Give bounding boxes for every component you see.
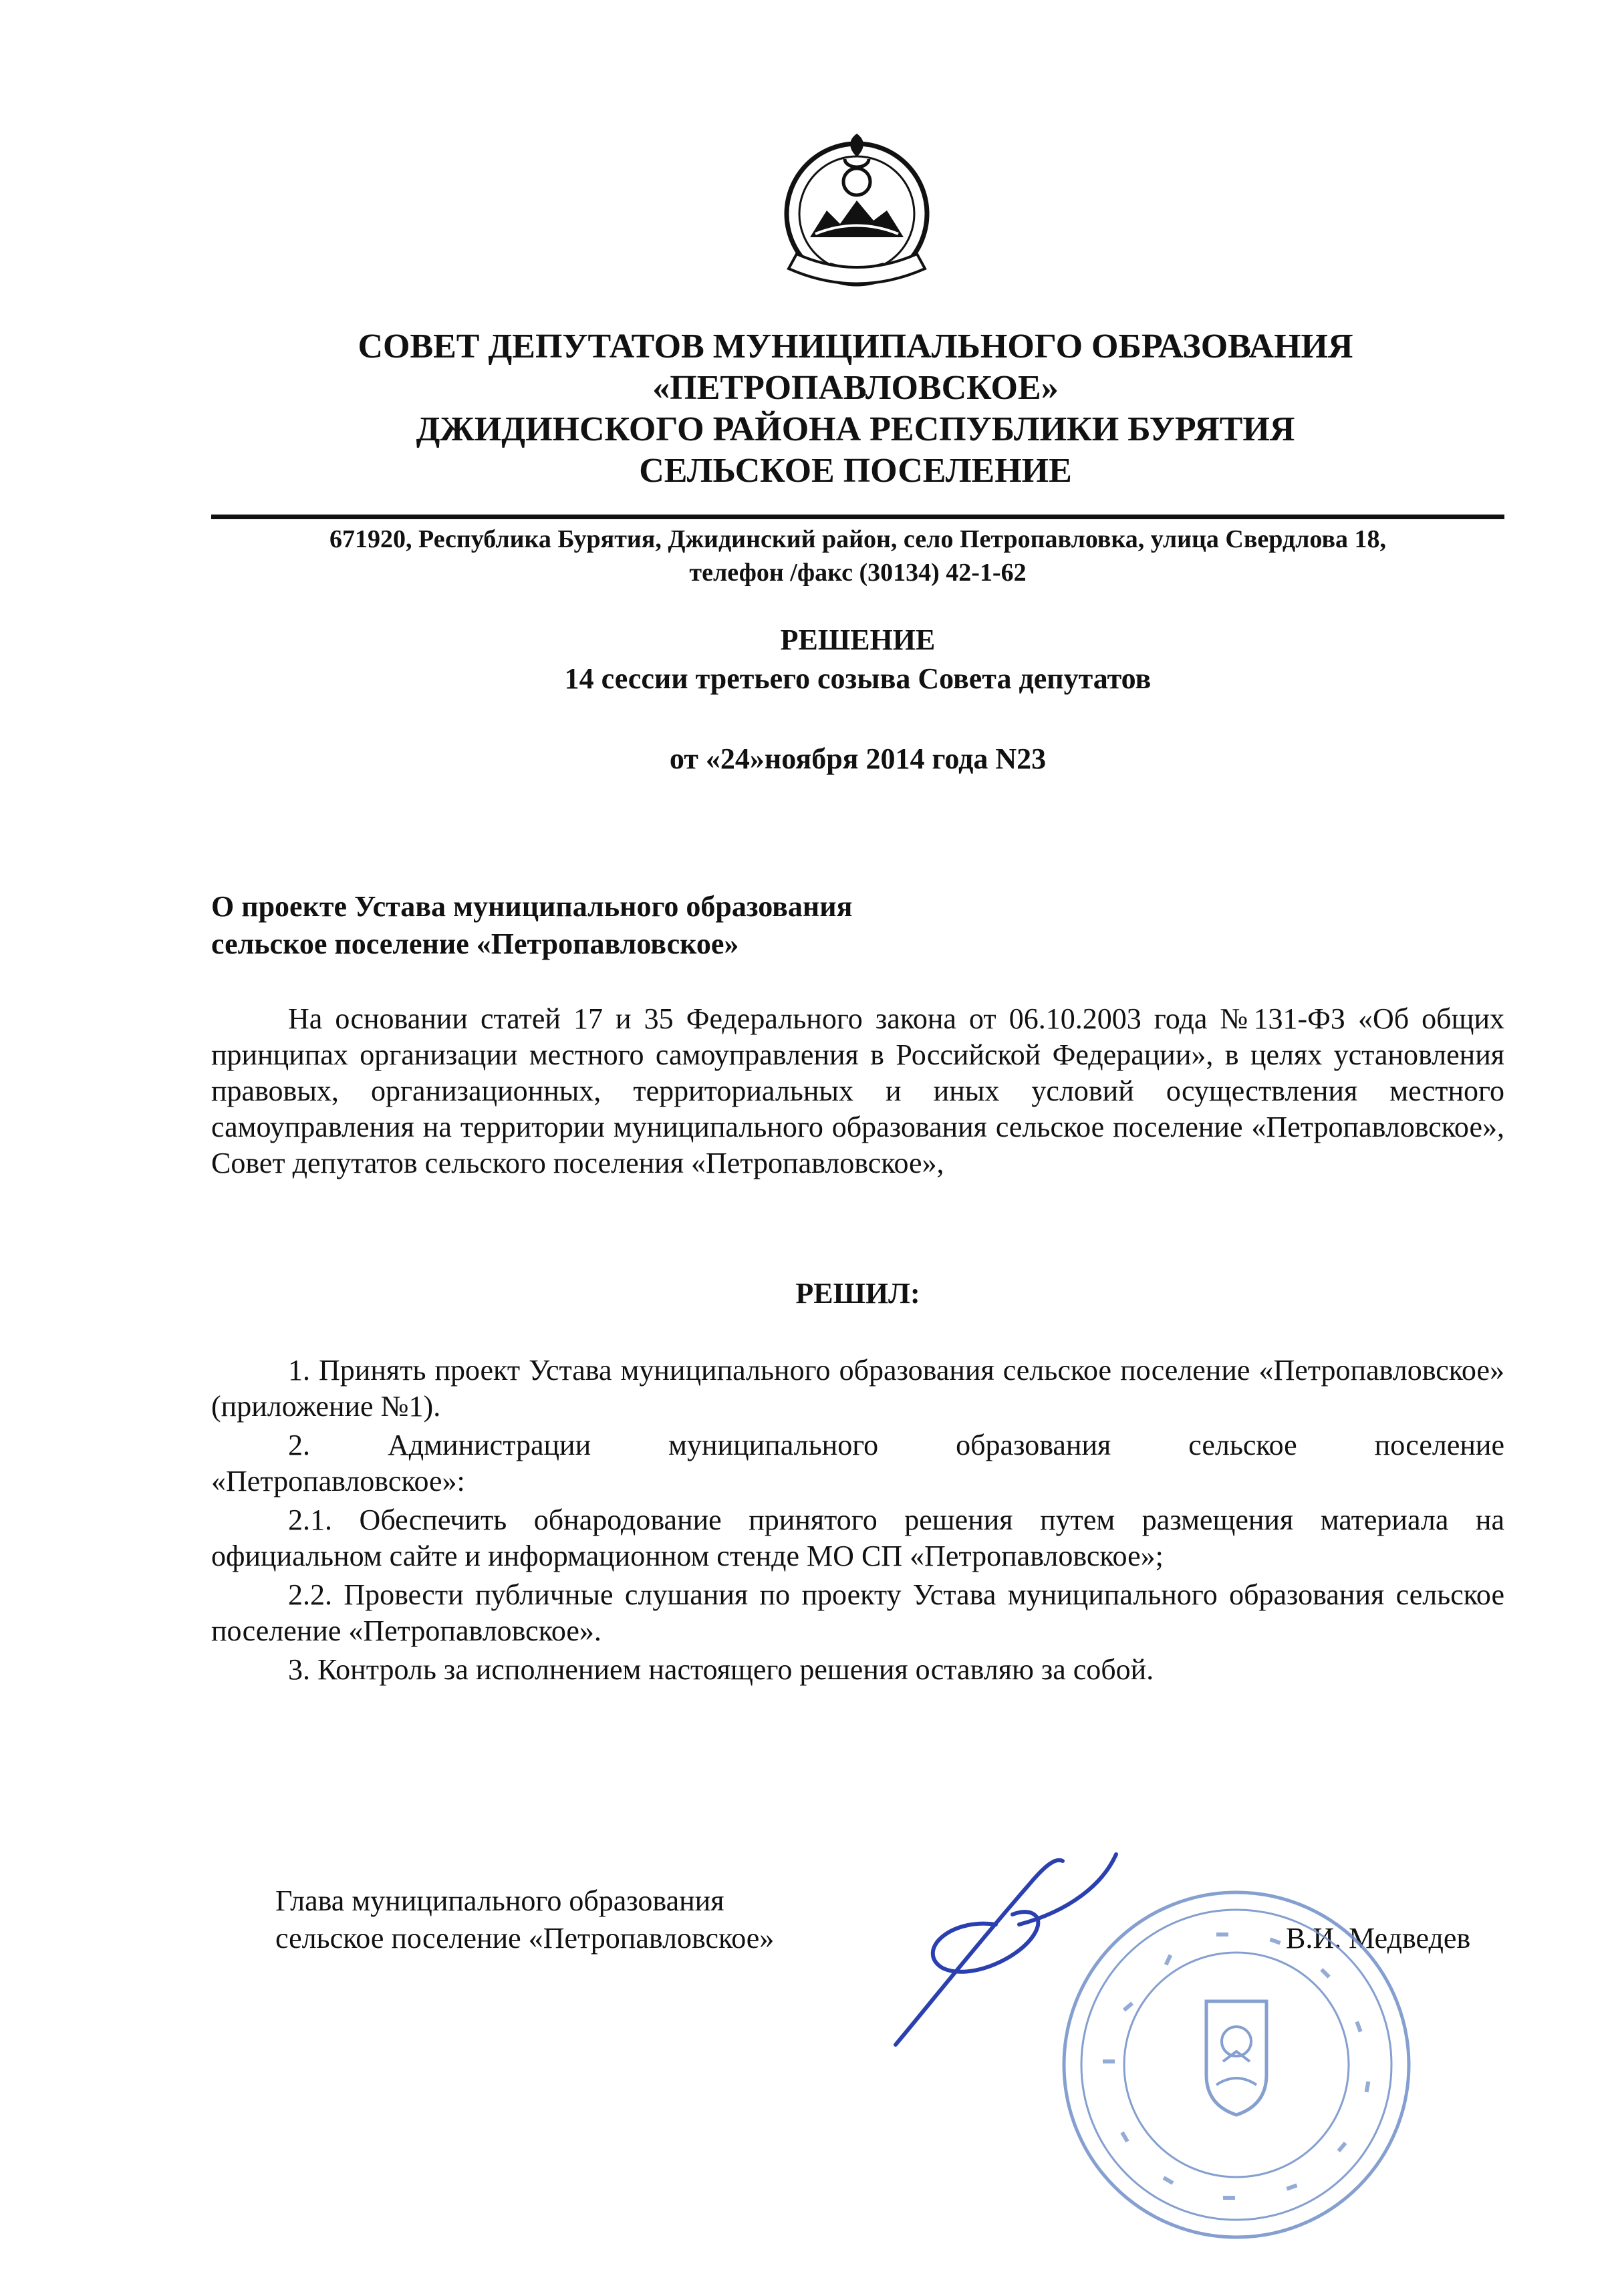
address-line-2: телефон /факс (30134) 42-1-62	[689, 559, 1027, 587]
handwritten-signature	[869, 1844, 1123, 2065]
address-line-1: 671920, Республика Бурятия, Джидинский район, село Петропавловка, улица Свердлова 18,	[329, 525, 1387, 553]
document-date: от «24»ноября 2014 года N23	[669, 742, 1047, 775]
resolved-heading: РЕШИЛ:	[795, 1277, 920, 1310]
preamble-paragraph: На основании статей 17 и 35 Федерального закона от 06.10.2003 года №131-ФЗ «Об общих принципах организации местного самоуправления в Российской Федерации», в целях установления правовых, организационных, территориальных и иных условий осуществления местного самоуправления на территории муниципального образования сельское поселение «Петропавловское», Совет депутатов сельского поселения «Петропавловское»,	[211, 1002, 1504, 1179]
decision-item: 2.1. Обеспечить обнародование принятого решения путем размещения материала на официальном сайте и информационном стенде МО СП «Петропавловское»;	[211, 1503, 1504, 1572]
signer-name: В.И. Медведев	[1286, 1922, 1471, 1955]
org-name-line-3: ДЖИДИНСКОГО РАЙОНА РЕСПУБЛИКИ БУРЯТИЯ	[416, 410, 1295, 448]
org-name-line-4: СЕЛЬСКОЕ ПОСЕЛЕНИЕ	[639, 452, 1072, 490]
subject-line-1: О проекте Устава муниципального образования	[211, 890, 853, 923]
decision-item: 2.2. Провести публичные слушания по проекту Устава муниципального образования сельское поселение «Петропавловское».	[211, 1578, 1504, 1647]
decision-item: 2. Администрации муниципального образования сельское поселение «Петропавловское»:	[211, 1429, 1512, 1497]
session-line: 14 сессии третьего созыва Совета депутатов	[564, 662, 1152, 695]
header-divider	[211, 515, 1504, 519]
org-name-line-1: СОВЕТ ДЕПУТАТОВ МУНИЦИПАЛЬНОГО ОБРАЗОВАНИЯ	[358, 327, 1353, 366]
signer-title-line-2: сельское поселение «Петропавловское»	[275, 1922, 775, 1955]
decision-item: 3. Контроль за исполнением настоящего решения оставляю за собой.	[288, 1653, 1154, 1686]
decision-item: 1. Принять проект Устава муниципального образования сельское поселение «Петропавловское» (приложение №1).	[211, 1354, 1504, 1423]
signer-title-line-1: Глава муниципального образования	[275, 1884, 724, 1917]
subject-line-2: сельское поселение «Петропавловское»	[211, 927, 739, 960]
coat-of-arms-icon	[770, 120, 944, 294]
org-name-line-2: «ПЕТРОПАВЛОВСКОЕ»	[652, 369, 1059, 407]
document-type: РЕШЕНИЕ	[780, 623, 936, 656]
